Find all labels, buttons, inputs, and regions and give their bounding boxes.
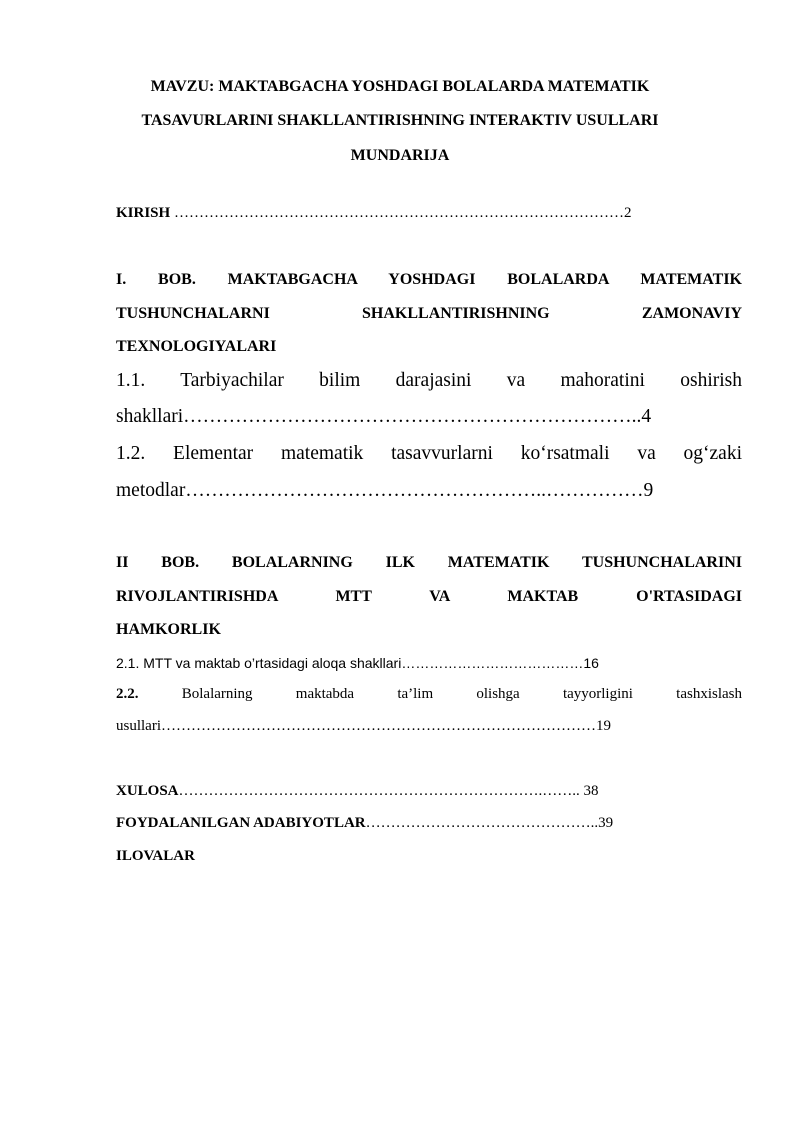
toc-xulosa-label: XULOSA: [116, 783, 179, 799]
toc-section-2-1: 2.1. MTT va maktab o’rtasidagi aloqa shakllari…………………………………16: [116, 655, 599, 671]
toc-kirish-label: KIRISH: [116, 205, 171, 221]
toc-section-2-2-title: Bolalarning maktabda ta’lim olishga tayyorligini tashxislash: [181, 686, 742, 702]
toc-section-1-2-line2: metodlar………………………………………………..……………9: [116, 480, 654, 501]
toc-chapter2-line1: II BOB. BOLALARNING ILK MATEMATIK TUSHUNCHALARINI: [116, 554, 742, 571]
toc-kirish-leader: ………………………………………………………………………………: [170, 205, 624, 221]
toc-section-1-1-line2: shakllari……………………………………………………………..4: [116, 406, 652, 427]
toc-section-2-2-line2: usullari……………………………………………………………………………19: [116, 718, 611, 734]
toc-entry-ilovalar: ILOVALAR: [116, 848, 195, 864]
title-line-1: MAVZU: MAKTABGACHA YOSHDAGI BOLALARDA MATEMATIK: [150, 78, 650, 95]
toc-chapter1-line2: TUSHUNCHALARNI SHAKLLANTIRISHNING ZAMONAVIY: [116, 305, 742, 322]
title-line-2: TASAVURLARINI SHAKLLANTIRISHNING INTERAKTIV USULLARI: [141, 112, 659, 129]
toc-heading: MUNDARIJA: [350, 147, 450, 164]
toc-adabiyotlar-label: FOYDALANILGAN ADABIYOTLAR: [116, 815, 366, 831]
toc-entry-adabiyotlar: [116, 815, 742, 832]
toc-section-1-1-line1: 1.1. Tarbiyachilar bilim darajasini va mahoratini oshirish: [116, 370, 742, 391]
toc-kirish-page: 2: [623, 205, 632, 221]
toc-chapter2-line2: RIVOJLANTIRISHDA MTT VA MAKTAB O'RTASIDAGI: [116, 588, 742, 605]
toc-entry-xulosa: [116, 783, 742, 800]
toc-section-2-2-line1: [116, 686, 742, 703]
toc-section-1-2-line1: 1.2. Elementar matematik tasavvurlarni ko‘rsatmali va og‘zaki: [116, 443, 742, 464]
toc-xulosa-leader: ……………………………………………………………….…….. 38: [178, 783, 599, 799]
toc-chapter1-line1: I. BOB. MAKTABGACHA YOSHDAGI BOLALARDA MATEMATIK: [116, 271, 742, 288]
toc-chapter2-line3: HAMKORLIK: [116, 621, 221, 638]
toc-adabiyotlar-leader: ………………………………………..39: [365, 815, 614, 831]
toc-chapter1-line3: TEXNOLOGIYALARI: [116, 338, 277, 355]
toc-section-2-2-number: 2.2.: [116, 686, 139, 702]
toc-entry-kirish: [116, 205, 742, 222]
